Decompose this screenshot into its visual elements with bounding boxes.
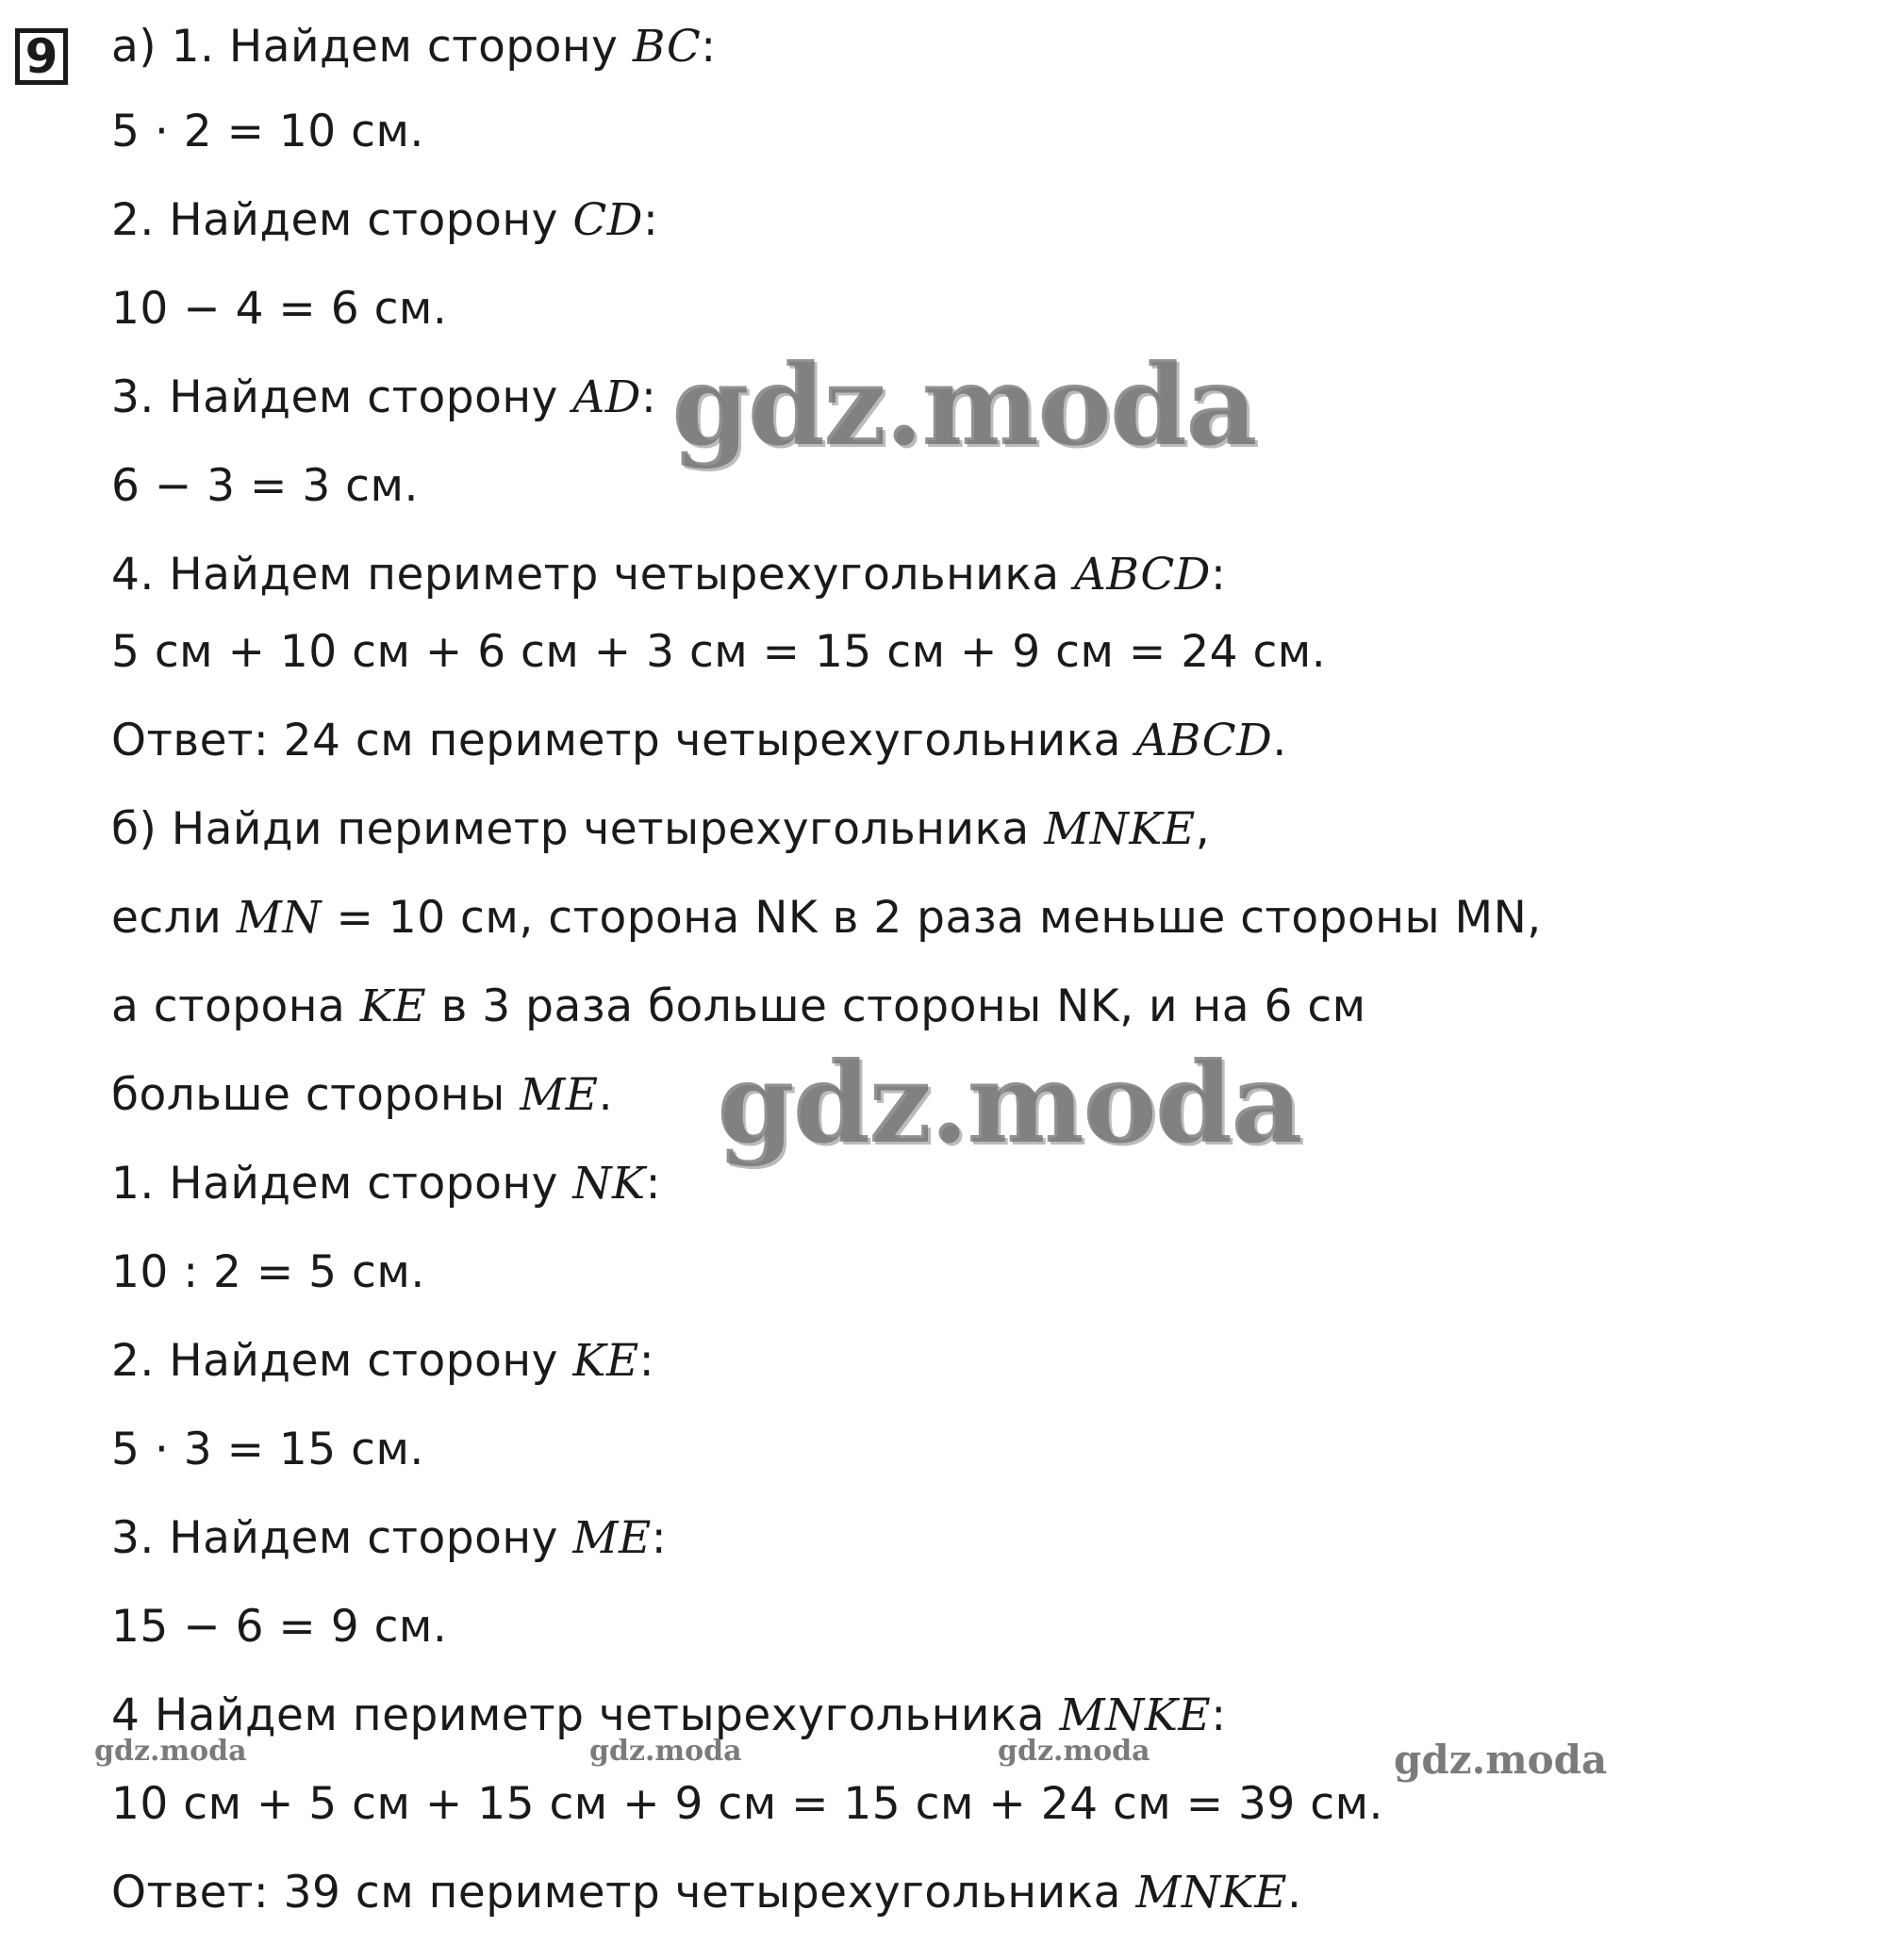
watermark-logo: gdz.moda [998,1735,1150,1768]
solution-line: Ответ: 39 см периметр четырехугольника MNKE. [111,1867,1302,1919]
solution-line: больше стороны ME. [111,1069,614,1121]
solution-line: 10 − 4 = 6 см. [111,283,448,335]
solution-line: 3. Найдем сторону ME: [111,1512,668,1564]
solution-line: 10 : 2 = 5 см. [111,1246,425,1298]
solution-line: 10 см + 5 см + 15 см + 9 см = 15 см + 24 см = 39 см. [111,1778,1383,1830]
solution-line: 6 − 3 = 3 см. [111,460,419,512]
task-number-badge: 9 [15,28,68,85]
watermark-logo: gdz.moda [94,1735,247,1768]
solution-line: 5 · 3 = 15 см. [111,1424,424,1475]
solution-line: 4. Найдем периметр четырехугольника ABCD: [111,549,1227,601]
watermark-logo: gdz.moda [589,1735,742,1768]
solution-line: а сторона KE в 3 раза больше стороны NK, и на 6 см [111,980,1366,1032]
watermark-logo: gdz.moda [717,1037,1301,1168]
solution-line: а) 1. Найдем сторону BC: [111,21,717,73]
solution-line: 1. Найдем сторону NK: [111,1158,661,1210]
solution-line: 4 Найдем периметр четырехугольника MNKE: [111,1689,1227,1741]
solution-line: 5 · 2 = 10 см. [111,106,424,157]
solution-line: 15 − 6 = 9 см. [111,1601,448,1653]
solution-line: если MN = 10 см, сторона NK в 2 раза меньше стороны MN, [111,892,1542,944]
solution-line: 3. Найдем сторону AD: [111,371,657,423]
watermark-logo: gdz.moda [671,339,1256,470]
solution-line: 2. Найдем сторону CD: [111,194,659,246]
solution-line: 2. Найдем сторону KE: [111,1335,655,1387]
solution-line: б) Найди периметр четырехугольника MNKE, [111,803,1211,855]
solution-line: 5 см + 10 см + 6 см + 3 см = 15 см + 9 см = 24 см. [111,626,1327,678]
solution-line: Ответ: 24 см периметр четырехугольника ABCD. [111,715,1287,766]
watermark-logo: gdz.moda [1394,1737,1608,1783]
